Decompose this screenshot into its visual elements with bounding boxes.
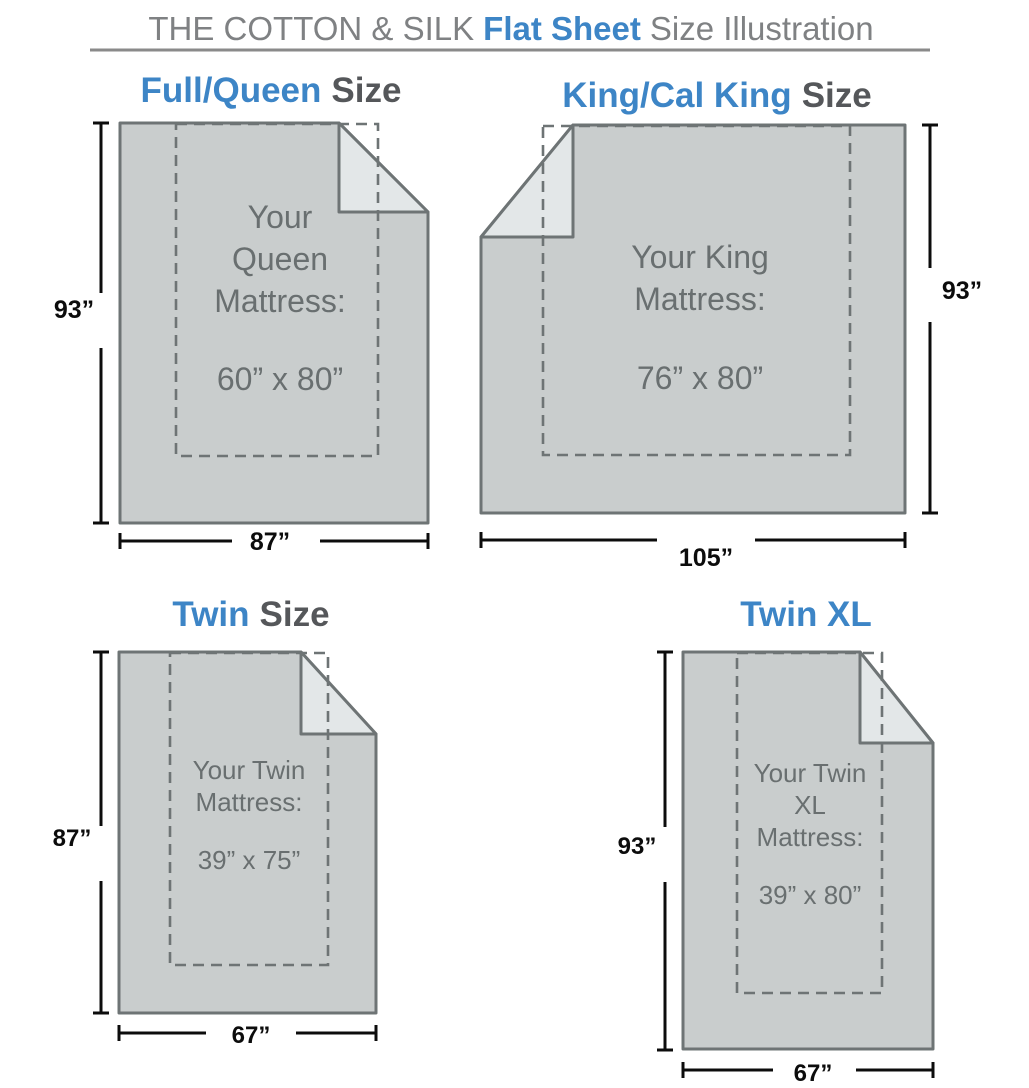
height-dimension	[922, 125, 982, 513]
page-title-prefix: THE COTTON & SILK	[148, 10, 475, 47]
width-dimension-label: 67”	[793, 1060, 833, 1087]
fold-corner	[860, 652, 933, 743]
mattress-size-label: 39” x 80”	[758, 880, 862, 910]
mattress-label-line: Mattress:	[756, 822, 864, 852]
page-title	[148, 10, 873, 47]
height-dimension	[54, 123, 109, 523]
mattress-label-line: Queen	[231, 241, 329, 277]
mattress-size-label: 76” x 80”	[636, 360, 764, 396]
panel-title-accent: King/Cal King	[562, 76, 792, 115]
page-title-highlight: Flat Sheet	[483, 10, 641, 47]
fold-corner	[339, 123, 428, 212]
mattress-label-line: Mattress:	[214, 283, 346, 319]
fold-corner	[481, 125, 573, 237]
width-dimension-label: 87”	[249, 528, 291, 556]
panel-full-queen	[54, 71, 428, 556]
mattress-label-line: Your King	[631, 239, 769, 275]
mattress-label-line: Mattress:	[195, 787, 303, 817]
panel-twin	[53, 595, 376, 1049]
mattress-label-line: XL	[794, 790, 826, 820]
panel-title-accent: Twin	[172, 595, 250, 634]
height-dimension	[53, 652, 109, 1013]
mattress-label-line: Your	[247, 199, 313, 235]
panel-title-rest: Size	[259, 595, 330, 634]
fold-corner	[301, 652, 376, 734]
panel-king-cal-king	[481, 76, 982, 572]
panel-twin-xl	[618, 595, 933, 1087]
mattress-label-line: Your Twin	[753, 758, 867, 788]
panel-title-rest: Size	[331, 71, 402, 110]
mattress-size-label: 60” x 80”	[216, 361, 344, 397]
panel-title-accent: Full/Queen	[140, 71, 322, 110]
mattress-size-label: 39” x 75”	[197, 845, 301, 875]
width-dimension-label: 105”	[678, 544, 734, 572]
panel-title-twin	[172, 595, 329, 634]
panel-title-full-queen	[141, 71, 402, 110]
height-dimension-label: 93”	[53, 296, 95, 324]
height-dimension-label: 93”	[941, 277, 983, 305]
page-title-suffix: Size Illustration	[649, 10, 874, 47]
panel-title-rest: Size	[801, 76, 872, 115]
width-dimension	[683, 1060, 933, 1087]
panel-title-accent: Twin XL	[740, 595, 872, 634]
panel-title-twin-xl	[740, 595, 872, 634]
width-dimension-label: 67”	[231, 1022, 271, 1049]
height-dimension-label: 93”	[617, 833, 657, 860]
width-dimension	[481, 532, 905, 572]
mattress-label-line: Your Twin	[192, 755, 306, 785]
width-dimension	[119, 1022, 376, 1049]
height-dimension	[618, 652, 673, 1050]
height-dimension-label: 87”	[52, 825, 92, 852]
width-dimension	[120, 528, 428, 556]
panel-title-king-cal-king	[562, 76, 871, 115]
mattress-label-line: Mattress:	[634, 281, 766, 317]
